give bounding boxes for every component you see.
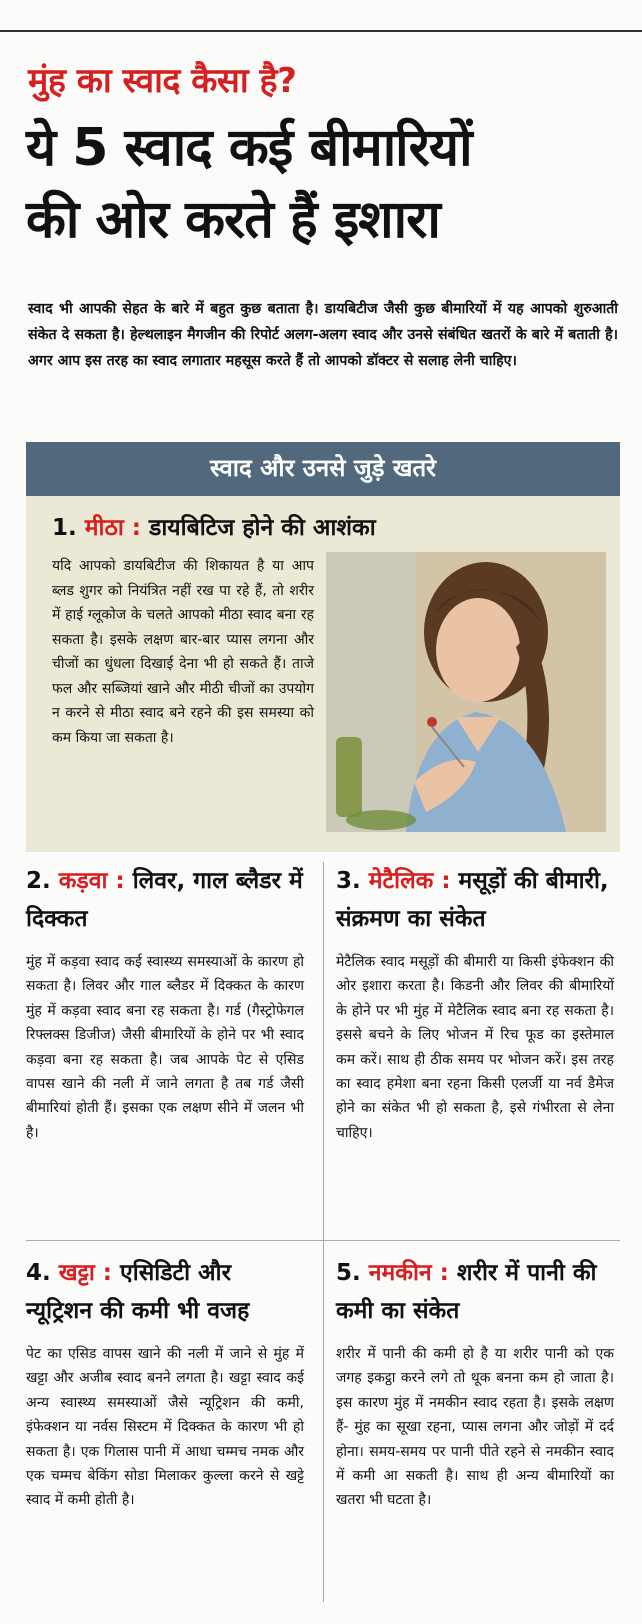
section-number: 5. [336,1260,361,1286]
section-risk: एसिडिटी और न्यूट्रिशन की कमी भी वजह [26,1260,250,1324]
salty-card [336,1254,614,1513]
kicker-question: मुंह का स्वाद कैसा है? [28,61,297,101]
taste-risk-panel [26,442,620,852]
salty-body: शरीर में पानी की कमी हो है या शरीर पानी को एक जगह इकट्ठा करने लगे तो थूक बनना कम हो जाता है। इस कारण मुंह में नमकीन स्वाद रहता है। इसके लक्षण हैं- मुंह का सूखा रहना, प्यास लगना और जोड़ों में दर्द होना। समय-समय पर पानी पीते रहने से नमकीन स्वाद में कमी आ सकती है। साथ ही अन्य बीमारियों का खतरा भी घटता है। [336,1346,614,1509]
metallic-card [336,862,614,1145]
section-number: 2. [26,868,51,894]
intro-paragraph: स्वाद भी आपकी सेहत के बारे में बहुत कुछ बताता है। डायबिटीज जैसी कुछ बीमारियों में यह आपको शुरुआती संकेत दे सकता है। हेल्थलाइन मैगजीन की रिपोर्ट अलग-अलग स्वाद और उनसे संबंधित खतरों के बारे में बताती है। अगर आप इस तरह का स्वाद लगातार महसूस करते हैं तो आपको डॉक्टर से सलाह लेनी चाहिए। [28,301,618,369]
panel-heading: स्वाद और उनसे जुड़े खतरे [26,442,620,496]
woman-eating-illustration [326,552,606,832]
section-risk: मसूड़ों की बीमारी, संक्रमण का संकेत [336,868,609,932]
section-risk: शरीर में पानी की कमी का संकेत [336,1260,597,1324]
section-number: 4. [26,1260,51,1286]
section-number: 1. [52,515,77,541]
metallic-body: मेटैलिक स्वाद मसूड़ों की बीमारी या किसी इंफेक्शन की ओर इशारा करता है। किडनी और लिवर की बीमारियों के होने पर भी मुंह में मेटैलिक स्वाद बना रह सकता है। इससे बचने के लिए भोजन में रिच फूड का इस्तेमाल कम करें। साथ ही ठीक समय पर भोजन करें। इस तरह का स्वाद हमेशा बना रहना किसी एलर्जी या नर्व डैमेज होने का संकेत भी हो सकता है, इसे गंभीरता से लेना चाहिए। [336,954,614,1141]
headline-line-2: की ओर करते हैं इशारा [26,190,440,250]
bitter-body: मुंह में कड़वा स्वाद कई स्वास्थ्य समस्याओं के कारण हो सकता है। लिवर और गाल ब्लैडर में दिक्कत के कारण मुंह में कड़वा स्वाद बना रह सकता है। गर्ड (गैस्ट्रोफेगल रिफ्लक्स डिजीज) जैसी बीमारियों के होने पर भी स्वाद कड़वा बना रह सकता है। जब आपके पेट से एसिड वापस खाने की नली में जाने लगता है तब गर्ड जैसी बीमारियां होती हैं। इसका एक लक्षण सीने में जलन भी है। [26,954,304,1141]
headline-line-1: ये 5 स्वाद कई बीमारियों [26,118,472,178]
metallic-title [336,862,614,938]
section-keyword: मेटैलिक [368,868,434,894]
section-number: 3. [336,868,361,894]
section-separator: : [107,868,133,894]
headline [26,112,626,256]
top-rule [0,30,642,32]
section-keyword: नमकीन [368,1260,432,1286]
bitter-title [26,862,304,938]
taste-cards-grid [26,862,620,1602]
salty-title [336,1254,614,1330]
section-separator: : [123,515,150,541]
section-separator: : [94,1260,121,1286]
woman-eating-photo [326,552,606,832]
section-separator: : [431,1260,457,1286]
section-risk: डायबिटिज होने की आशंका [149,515,376,541]
sour-card [26,1254,304,1513]
sour-body: पेट का एसिड वापस खाने की नली में जाने से मुंह में खट्टा और अजीब स्वाद बनने लगता है। खट्टा स्वाद कई अन्य स्वास्थ्य समस्याओं जैसे न्यूट्रिशन की कमी, इंफेक्शन या नर्वस सिस्टम में दिक्कत के कारण भी हो सकता है। एक गिलास पानी में आधा चम्मच नमक और एक चम्मच बेकिंग सोडा मिलाकर कुल्ला करने से खट्टे स्वाद में कमी होती है। [26,1346,304,1509]
section-risk: लिवर, गाल ब्लैडर में दिक्कत [26,868,303,932]
section-separator: : [433,868,459,894]
section-keyword: कड़वा [58,868,108,894]
row-divider [26,1240,620,1241]
bitter-card [26,862,304,1145]
sour-title [26,1254,304,1330]
sweet-section-title [52,510,376,546]
section-keyword: मीठा [84,515,124,541]
column-divider [323,862,324,1602]
section-keyword: खट्टा [58,1260,95,1286]
sweet-section-body: यदि आपको डायबिटीज की शिकायत है या आप ब्लड शुगर को नियंत्रित नहीं रख पा रहे हैं, तो शरीर में हाई ग्लूकोज के चलते आपको मीठा स्वाद बना रह सकता है। इसके लक्षण बार-बार प्यास लगना और चीजों का धुंधला दिखाई देना भी हो सकते हैं। ताजे फल और सब्जियां खाने और मीठी चीजों का उपयोग न करने से मीठा स्वाद बने रहने की इस समस्या को कम किया जा सकता है। [52,558,314,746]
